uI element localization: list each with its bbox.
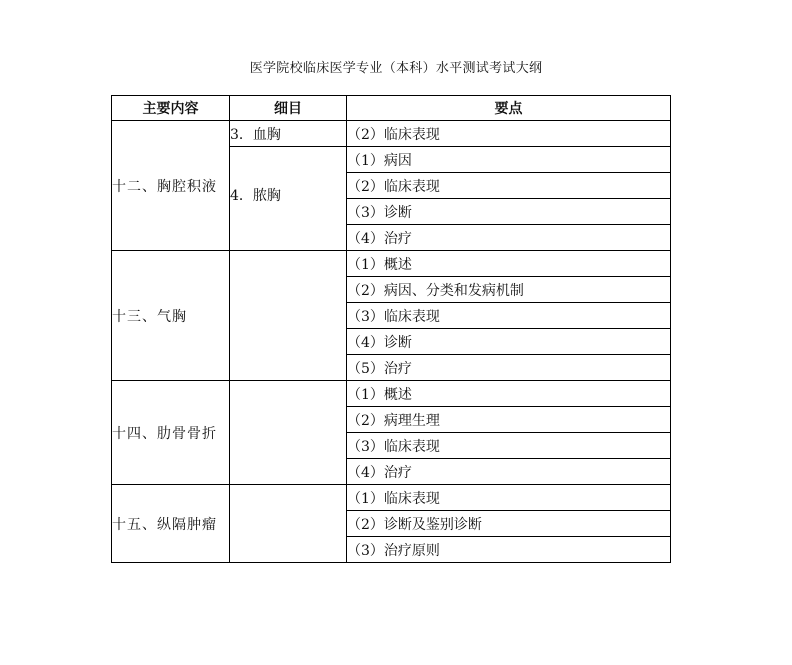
topic-cell-rib-fracture: 十四、肋骨骨折	[112, 381, 230, 485]
point-cell: （4）诊断	[347, 329, 671, 355]
detail-cell-empty	[230, 251, 347, 381]
point-cell: （2）诊断及鉴别诊断	[347, 511, 671, 537]
point-cell: （2）病因、分类和发病机制	[347, 277, 671, 303]
table-row	[112, 121, 671, 147]
point-cell: （2）病理生理	[347, 407, 671, 433]
detail-cell-empyema: 4．脓胸	[230, 147, 347, 251]
point-cell: （3）临床表现	[347, 303, 671, 329]
topic-cell-pleural-effusion: 十二、胸腔积液	[112, 121, 230, 251]
detail-cell-hemothorax: 3．血胸	[230, 121, 347, 147]
header-topic: 主要内容	[112, 96, 230, 121]
point-cell: （3）临床表现	[347, 433, 671, 459]
topic-cell-pneumothorax: 十三、气胸	[112, 251, 230, 381]
table-row	[112, 251, 671, 277]
topic-cell-mediastinal-tumor: 十五、纵隔肿瘤	[112, 485, 230, 563]
document-title: 医学院校临床医学专业（本科）水平测试考试大纲	[249, 61, 543, 76]
point-cell: （2）临床表现	[347, 121, 671, 147]
point-cell: （1）概述	[347, 251, 671, 277]
syllabus-table	[111, 95, 671, 563]
point-cell: （5）治疗	[347, 355, 671, 381]
point-cell: （1）概述	[347, 381, 671, 407]
point-cell: （3）诊断	[347, 199, 671, 225]
table-header-row	[112, 96, 671, 121]
point-cell: （1）临床表现	[347, 485, 671, 511]
point-cell: （3）治疗原则	[347, 537, 671, 563]
header-points: 要点	[347, 96, 671, 121]
header-detail: 细目	[230, 96, 347, 121]
table-row	[112, 485, 671, 511]
detail-cell-empty	[230, 381, 347, 485]
point-cell: （4）治疗	[347, 459, 671, 485]
point-cell: （2）临床表现	[347, 173, 671, 199]
point-cell: （4）治疗	[347, 225, 671, 251]
table-row	[112, 381, 671, 407]
detail-cell-empty	[230, 485, 347, 563]
point-cell: （1）病因	[347, 147, 671, 173]
